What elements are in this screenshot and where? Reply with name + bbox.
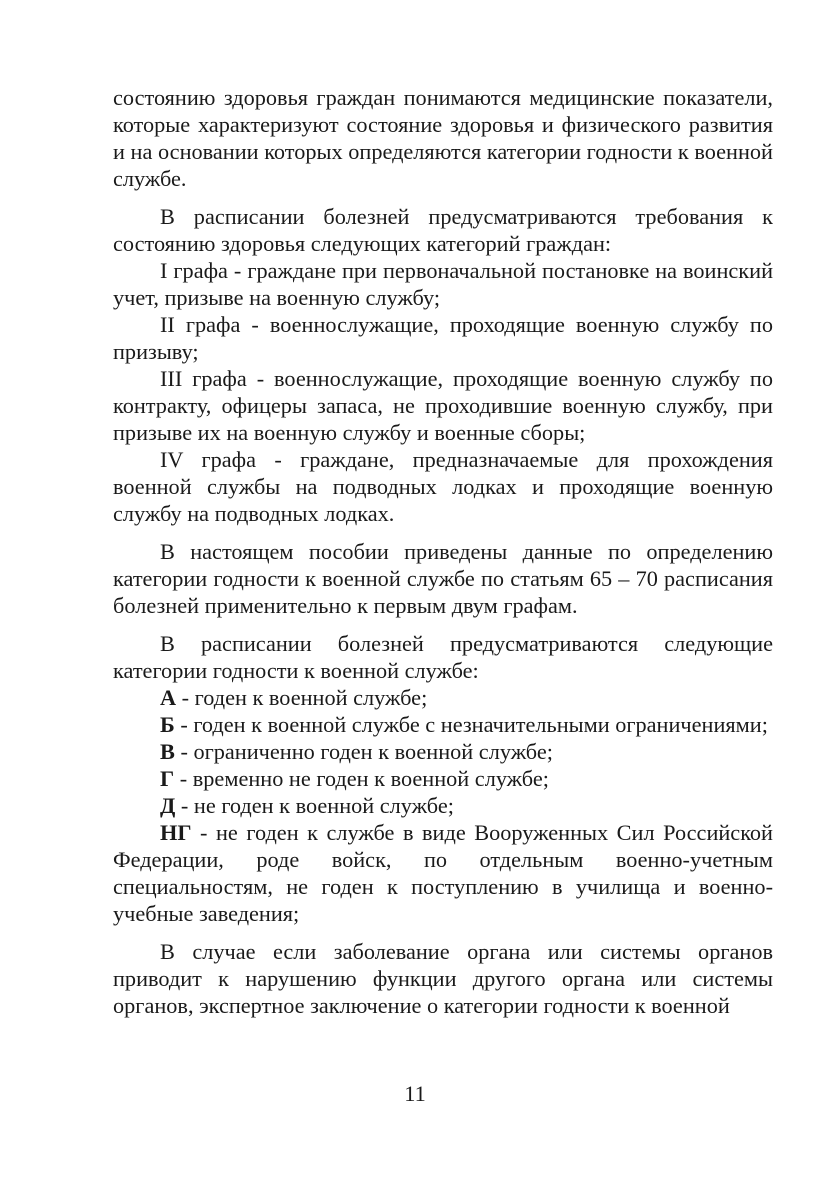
category-description: - годен к военной службе; [176,685,428,710]
category-code: Г [160,766,175,791]
category-description: - годен к военной службе с незначительными ограничениями; [174,712,768,737]
paragraph-schedule-requirements: В расписании болезней предусматриваются требования к состоянию здоровья следующих категорий граждан: [113,204,773,256]
paragraph-fitness-categories-intro: В расписании болезней предусматриваются следующие категории годности к военной службе: [113,631,773,683]
paragraph-column-4: IV графа - граждане, предназначаемые для прохождения военной службы на подводных лодках и проходящие военную службу на подводных лодках. [113,447,773,526]
paragraph-column-2: II графа - военнослужащие, проходящие военную службу по призыву; [113,312,773,364]
category-code: НГ [160,820,192,845]
category-description: - ограниченно годен к военной службе; [174,739,553,764]
category-description: - не годен к военной службе; [175,793,454,818]
category-code: Б [160,712,175,737]
document-page-body [113,84,773,1019]
paragraph-column-3: III графа - военнослужащие, проходящие военную службу по контракту, офицеры запаса, не проходившие военную службу, при призыве их на военную службу и военные сборы; [113,366,773,445]
category-description: - временно не годен к военной службе; [174,766,549,791]
category-code: А [160,685,177,710]
paragraph-column-1: I графа - граждане при первоначальной постановке на воинский учет, призыве на военную службу; [113,258,773,310]
category-item-g [113,765,773,792]
paragraph-manual-scope: В настоящем пособии приведены данные по определению категории годности к военной службе по статьям 65 – 70 расписания болезней применительно к первым двум графам. [113,539,773,618]
page-number: 11 [404,1081,426,1106]
category-code: В [160,739,175,764]
paragraph-health-indicators: состоянию здоровья граждан понимаются медицинские показатели, которые характеризуют состояние здоровья и физического развития и на основании которых определяются категории годности к военной службе. [113,85,773,191]
category-code: Д [160,793,176,818]
category-item-v [113,738,773,765]
category-item-a [113,684,773,711]
category-item-b [113,711,773,738]
category-item-d [113,792,773,819]
category-item-ng [113,819,773,927]
category-description: - не годен к службе в виде Вооруженных Сил Российской Федерации, роде войск, по отдельным военно-учетным специальностям, не годен к поступлению в училища и военно-учебные заведения; [113,820,773,926]
paragraph-organ-dysfunction: В случае если заболевание органа или системы органов приводит к нарушению функции другого органа или системы органов, экспертное заключение о категории годности к военной [113,939,773,1018]
